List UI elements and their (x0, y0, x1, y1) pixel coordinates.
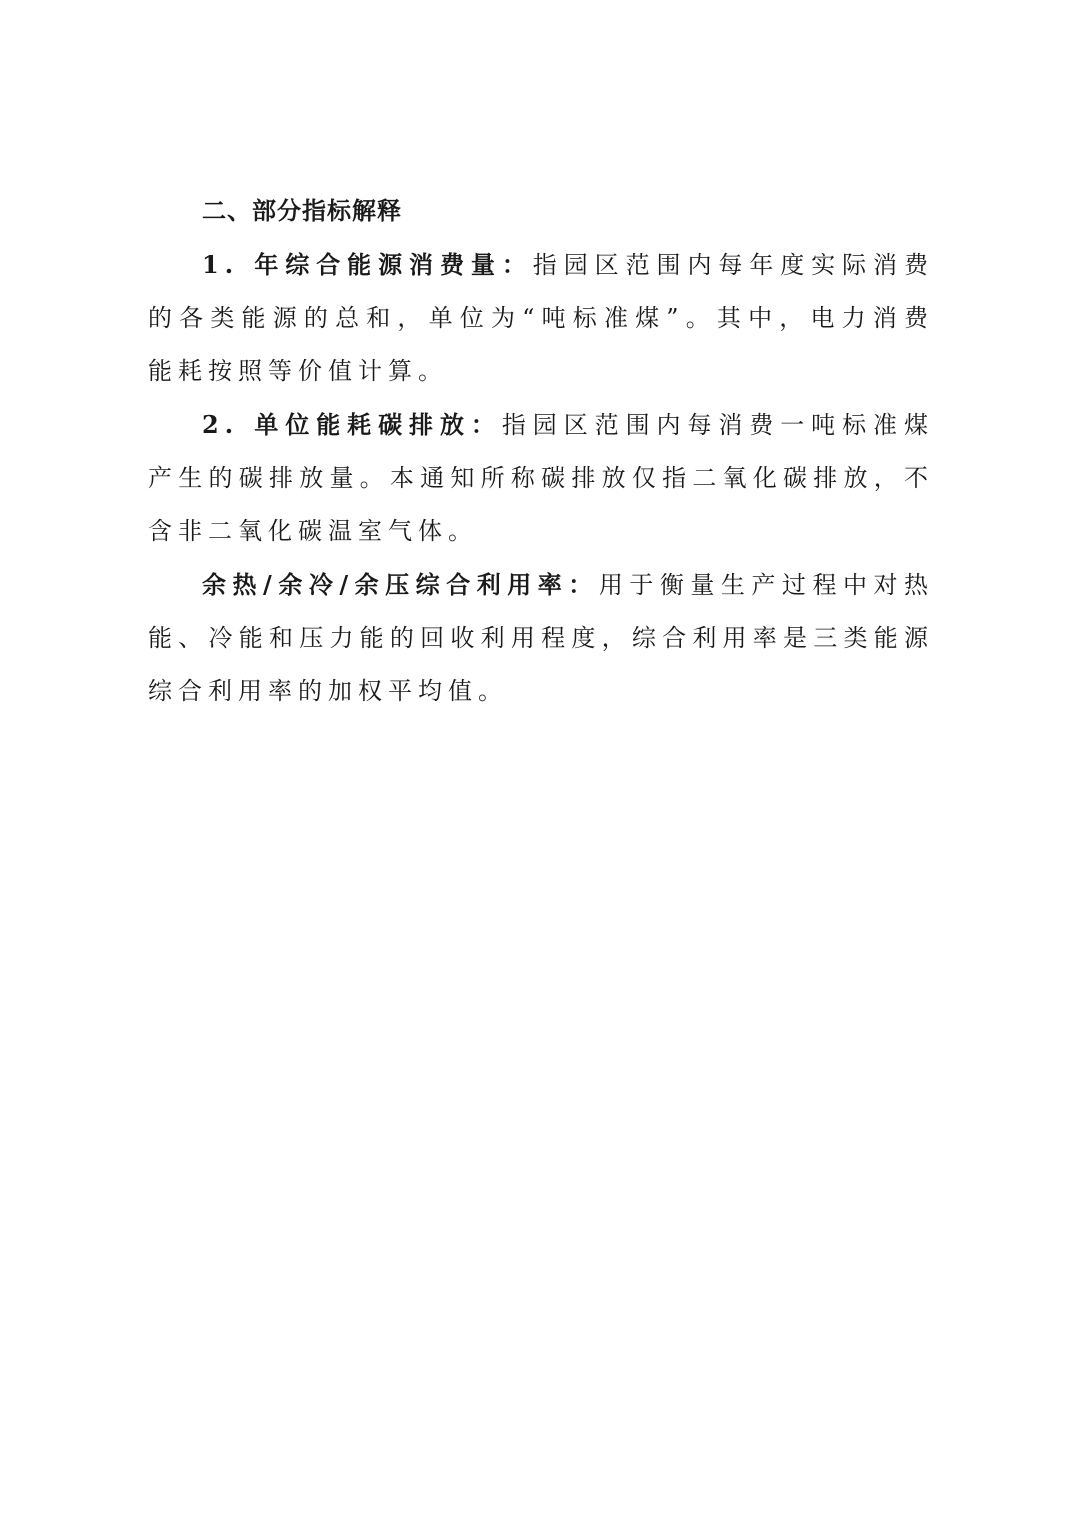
definition-paragraph-waste-heat (148, 558, 934, 718)
section-heading: 二、部分指标解释 (202, 197, 402, 225)
definition-paragraph-carbon-emission (148, 398, 934, 558)
definition-paragraph-annual-energy (148, 238, 934, 398)
definition-term: 余热/余冷/余压综合利用率： (202, 570, 599, 599)
definition-term: 2. 单位能耗碳排放： (202, 410, 502, 439)
definition-body: 指园区范围内每消费一吨标准煤产生的碳排放量。本通知所称碳排放仅指二氧化碳排放，不含非二氧化碳温室气体。 (148, 411, 934, 545)
document-page (148, 184, 934, 718)
definition-term: 1. 年综合能源消费量： (202, 250, 533, 279)
definition-body: 用于衡量生产过程中对热能、冷能和压力能的回收利用程度，综合利用率是三类能源综合利用率的加权平均值。 (148, 571, 935, 705)
definition-body: 指园区范围内每年度实际消费的各类能源的总和，单位为“吨标准煤”。其中，电力消费能耗按照等价值计算。 (148, 251, 934, 385)
